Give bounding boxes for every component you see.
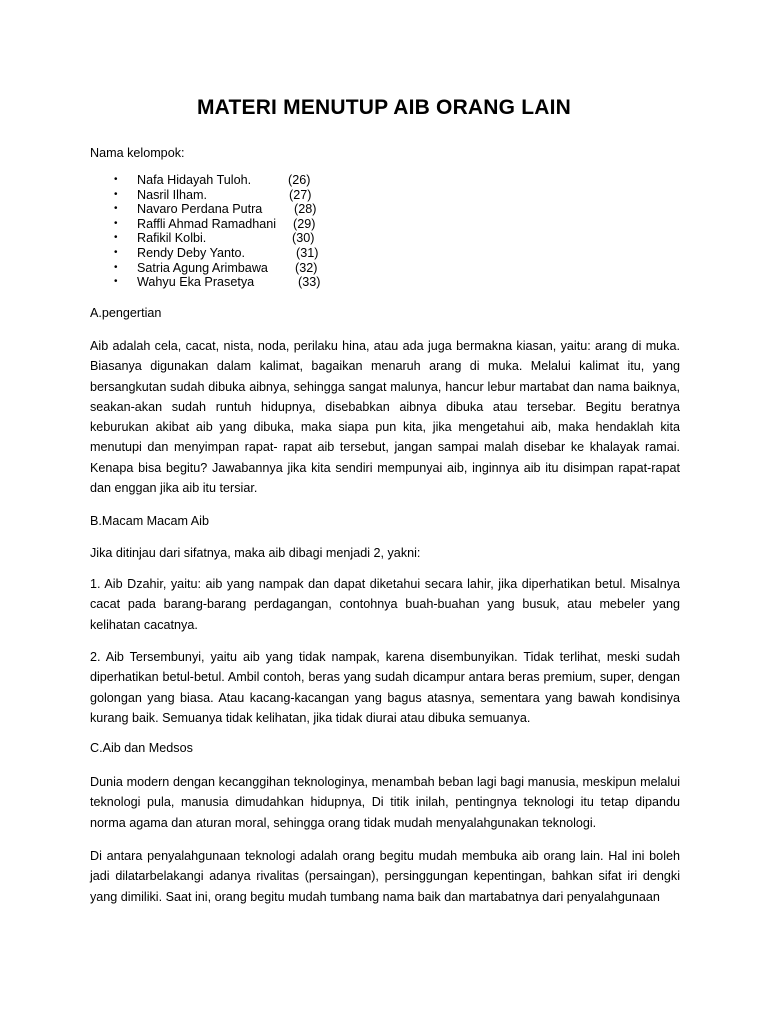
member-name: Rafikil Kolbi. bbox=[137, 231, 207, 246]
member-number: (29) bbox=[293, 216, 316, 231]
member-number: (32) bbox=[295, 260, 318, 275]
section-b-heading: B.Macam Macam Aib bbox=[90, 514, 209, 528]
bullet-icon: • bbox=[114, 232, 118, 244]
member-number: (31) bbox=[296, 245, 319, 260]
member-number: (30) bbox=[292, 231, 315, 246]
member-number: (27) bbox=[289, 187, 312, 202]
bullet-icon: • bbox=[114, 276, 118, 288]
section-c-heading: C.Aib dan Medsos bbox=[90, 741, 193, 755]
section-a-heading: A.pengertian bbox=[90, 306, 162, 320]
member-number: (33) bbox=[298, 275, 321, 290]
section-c-paragraph-2: Di antara penyalahgunaan teknologi adalah orang begitu mudah membuka aib orang lain. Hal ini boleh jadi dilatarbelakangi adanya rivalitas (persaingan), persinggungan kepentingan, bahkan sifat iri dengki yang dimiliki. Saat ini, orang begitu mudah tumbang nama baik dan martabatnya dari penyalahgunaan bbox=[90, 849, 680, 904]
section-b-item-2: 2. Aib Tersembunyi, yaitu aib yang tidak nampak, karena disembunyikan. Tidak terlihat, meski sudah diperhatikan betul-betul. Ambil contoh, beras yang sudah dicampur antara beras premium, super, dengan golongan yang biasa. Atau kacang-kacangan yang bagus atasnya, sementara yang bawah kondisinya kurang baik. Semuanya tidak kelihatan, jika tidak diurai atau dibuka semuanya. bbox=[90, 650, 680, 725]
member-number: (26) bbox=[288, 173, 311, 187]
member-name: Satria Agung Arimbawa bbox=[137, 260, 268, 275]
bullet-icon: • bbox=[114, 188, 118, 200]
member-name: Rendy Deby Yanto. bbox=[137, 245, 246, 260]
section-b-intro: Jika ditinjau dari sifatnya, maka aib dibagi menjadi 2, yakni: bbox=[90, 546, 421, 560]
section-c-paragraph-1: Dunia modern dengan kecanggihan teknologinya, menambah beban lagi bagi manusia, meskipun melalui teknologi pula, manusia dimudahkan hidupnya, Di titik inilah, pentingnya teknologi itu tetap dipandu norma agama dan aturan moral, sehingga orang tidak mudah menyalahgunakan teknologi. bbox=[90, 775, 680, 830]
bullet-icon: • bbox=[114, 217, 118, 229]
member-name: Raffli Ahmad Ramadhani bbox=[137, 216, 277, 231]
document-title: MATERI MENUTUP AIB ORANG LAIN bbox=[196, 96, 572, 119]
section-b-item-1: 1. Aib Dzahir, yaitu: aib yang nampak dan dapat diketahui secara lahir, jika diperhatikan betul. Misalnya cacat pada barang-barang perdagangan, contohnya buah-buahan yang busuk, atau mebeler yang kelihatan cacatnya. bbox=[90, 577, 680, 632]
bullet-icon: • bbox=[114, 261, 118, 273]
group-label: Nama kelompok: bbox=[90, 146, 185, 160]
member-name: Nasril Ilham. bbox=[137, 187, 207, 202]
bullet-icon: • bbox=[114, 246, 118, 258]
member-name: Navaro Perdana Putra bbox=[137, 202, 263, 217]
bullet-icon: • bbox=[114, 174, 118, 185]
bullet-icon: • bbox=[114, 203, 118, 215]
section-a-text: Aib adalah cela, cacat, nista, noda, perilaku hina, atau ada juga bermakna kiasan, yaitu: arang di muka. Biasanya digunakan dalam kalimat, bagaikan menaruh arang di muka. Melalui kalimat itu, yang bersangkutan sudah dibuka aibnya, sehingga sangat malunya, hancur lebur martabat dan nama baiknya, seakan-akan sudah runtuh hidupnya, disebabkan aibnya dibuka atau tersebar. Begitu beratnya keburukan akibat aib yang dibuka, maka siapa pun kita, jika mengetahui aib, maka hendaklah kita menutupi dan menyimpan rapat- rapat aib tersebut, jangan sampai malah disebar ke khalayak ramai. Kenapa bisa begitu? Jawabannya jika kita sendiri mempunyai aib, inginnya aib itu disimpan rapat-rapat dan enggan jika aib itu tersiar. bbox=[90, 339, 680, 496]
member-name: Wahyu Eka Prasetya bbox=[137, 275, 255, 290]
member-number: (28) bbox=[294, 202, 317, 217]
member-name: Nafa Hidayah Tuloh. bbox=[137, 173, 252, 187]
